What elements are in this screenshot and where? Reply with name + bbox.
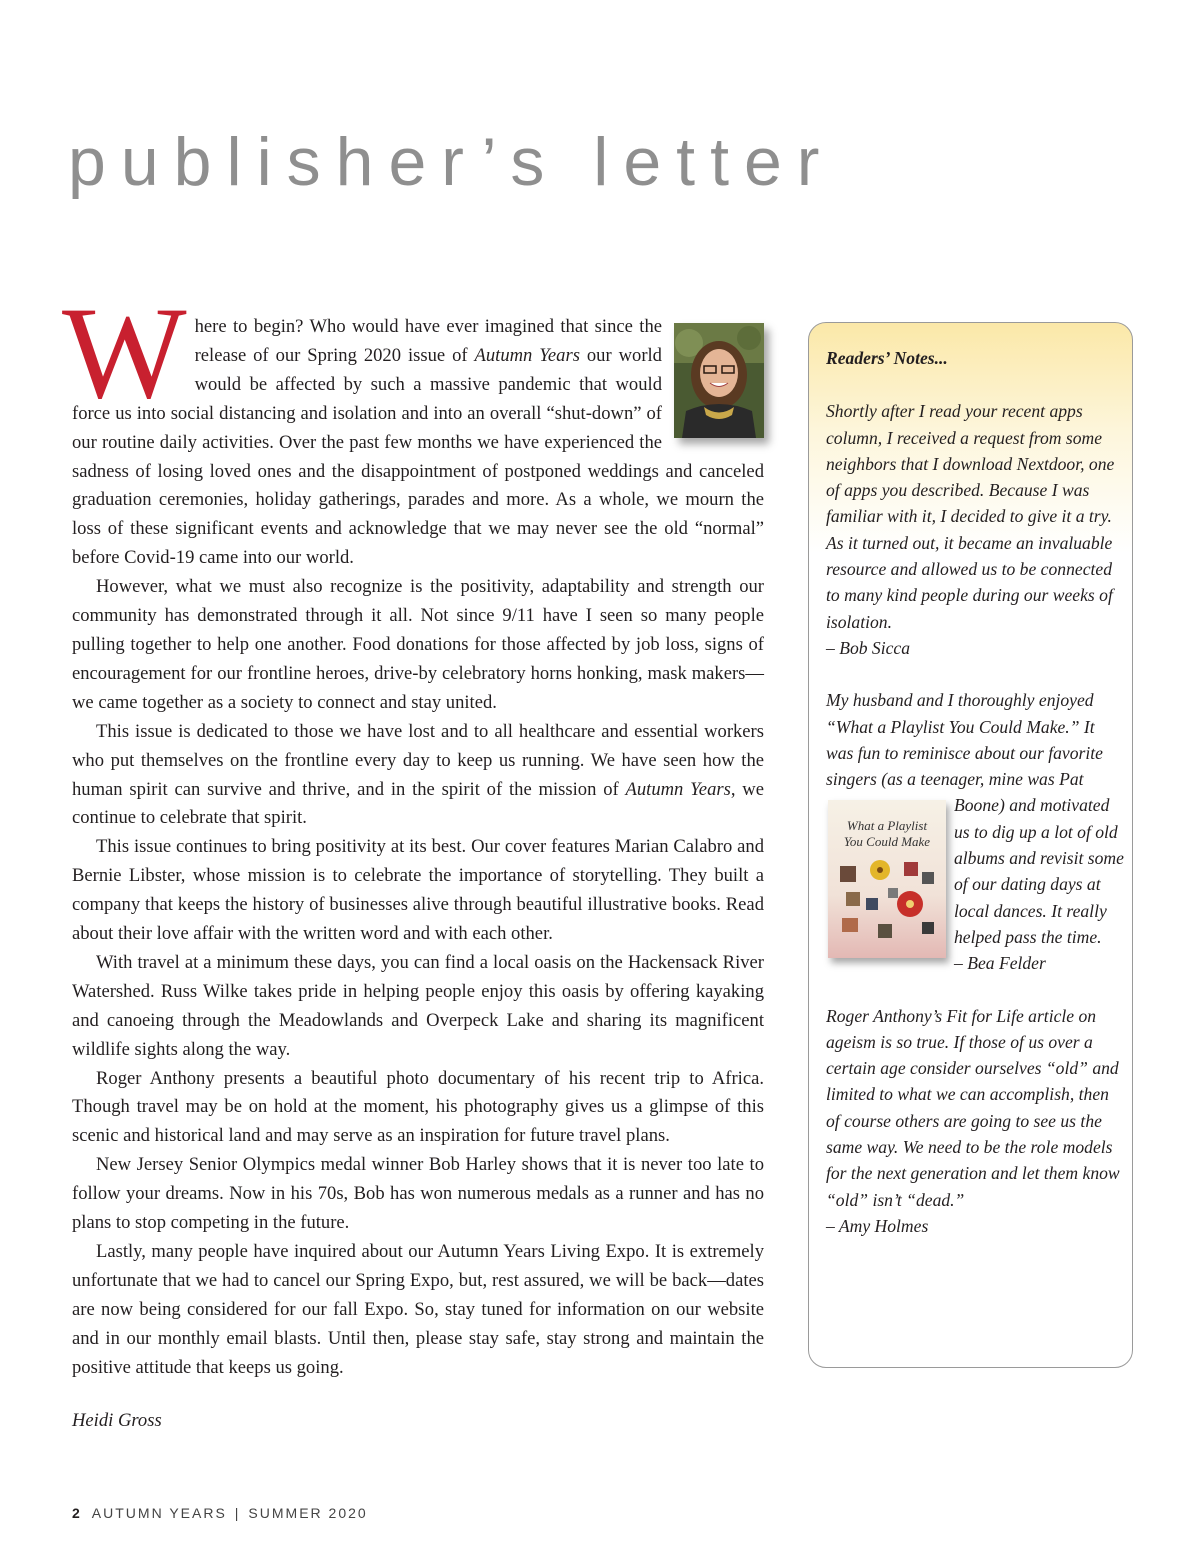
- svg-text:You Could Make: You Could Make: [843, 834, 931, 850]
- readers-notes-title: Readers’ Notes...: [826, 348, 948, 368]
- reader-note-2: My husband and I thoroughly enjoyed “What a Playlist You Could Make.” It was fun to reminisce about our favorite singers (as a teenager, mine was Pat Boone) and motivated What a Playlist You Could Make us to dig up a lot of old albums and revisit some of our dating days at local dances. It really helped pass the time. – Bea Felder: [826, 690, 1124, 974]
- letter-paragraph-7: New Jersey Senior Olympics medal winner Bob Harley shows that it is never too late to follow your dreams. Now in his 70s, Bob has won numerous medals as a runner and has no plans to stop competing in the future.: [72, 1154, 764, 1234]
- letter-paragraph-1: W here to begin? Who would have ever imagined that since the release of our Spring 2020 issue of Autumn Years our world would be affected by such a massive pandemic that would force us into social distancing and isolation and into an overall “shut-down” of our routine daily activities. Over the past few months we have experienced the sadness of losing loved ones and the disappointment of postponed weddings and canceled graduation ceremonies, holiday gatherings, parades and more. As a whole, we mourn the loss of these significant events and acknowledge that we may never see the old “normal” before Covid-19 came into our world.: [62, 279, 764, 569]
- letter-paragraph-6: Roger Anthony presents a beautiful photo documentary of his recent trip to Africa. Though travel may be on hold at the moment, his photography gives us a glimpse of this scenic and historical land and may serve as an inspiration for future travel plans.: [72, 1067, 764, 1147]
- publisher-portrait: [674, 323, 764, 438]
- letter-paragraph-3: This issue is dedicated to those we have lost and to all healthcare and essential workers who put themselves on the frontline every day to keep us running. We have seen how the human spirit can survive and thrive, and in the spirit of the mission of Autumn Years, we continue to celebrate that spirit.: [72, 720, 764, 829]
- reader-note-3: Roger Anthony’s Fit for Life article on ageism is so true. If those of us over a certain age consider ourselves “old” and limited to what we can accomplish, then of course others are going to see us the same way. We need to be the role models for the next generation and let them know “old” isn’t “dead.” – Amy Holmes: [826, 1005, 1120, 1236]
- publisher-letter: [62, 279, 764, 1383]
- page-footer: [72, 1505, 368, 1521]
- reader-note-author: – Amy Holmes: [826, 1215, 929, 1236]
- readers-notes-box: [808, 322, 1133, 1368]
- issue-date: SUMMER 2020: [248, 1505, 368, 1521]
- svg-text:What a Playlist: What a Playlist: [846, 818, 928, 834]
- drop-cap: W: [62, 279, 187, 426]
- reader-note-1: Shortly after I read your recent apps column, I received a request from some neighbors that I download Nextdoor, one of apps you described. Because I was familiar with it, I decided to give it a try. As it turned out, it became an invaluable resource and allowed us to be connected to many kind people during our weeks of isolation. – Bob Sicca: [826, 401, 1115, 658]
- page-title: publisher’s letter: [68, 124, 835, 200]
- letter-paragraph-2: However, what we must also recognize is the positivity, adaptability and strength our community has demonstrated through it all. Not since 9/11 have I seen so many people pulling together to help one another. Food donations for those affected by job loss, signs of encouragement for our frontline heroes, drive-by celebratory horns honking, mask makers—we came together as a society to connect and stay united.: [72, 576, 764, 713]
- playlist-book-cover: [828, 800, 946, 958]
- reader-note-author: – Bob Sicca: [826, 637, 911, 658]
- magazine-name: AUTUMN YEARS: [91, 1505, 227, 1521]
- letter-paragraph-4: This issue continues to bring positivity at its best. Our cover features Marian Calabro and Bernie Libster, whose mission is to celebrate the importance of storytelling. They built a company that keeps the history of businesses alive through beautiful illustrative books. Read about their love affair with the written word and with each other.: [72, 836, 764, 945]
- page-number: 2: [72, 1505, 82, 1521]
- footer-separator: |: [234, 1505, 241, 1521]
- reader-note-author: – Bea Felder: [954, 953, 1046, 974]
- signature: Heidi Gross: [72, 1410, 162, 1431]
- letter-paragraph-5: With travel at a minimum these days, you can find a local oasis on the Hackensack River Watershed. Russ Wilke takes pride in helping people enjoy this oasis by offering kayaking and canoeing through the Meadowlands and Overpeck Lake and sharing its magnificent wildlife sights along the way.: [72, 951, 764, 1060]
- letter-paragraph-8: Lastly, many people have inquired about our Autumn Years Living Expo. It is extremely unfortunate that we had to cancel our Spring Expo, but, rest assured, we will be back—dates are now being considered for our fall Expo. So, stay tuned for information on our website and in our monthly email blasts. Until then, please stay safe, stay strong and maintain the positive attitude that keeps us going.: [72, 1241, 764, 1378]
